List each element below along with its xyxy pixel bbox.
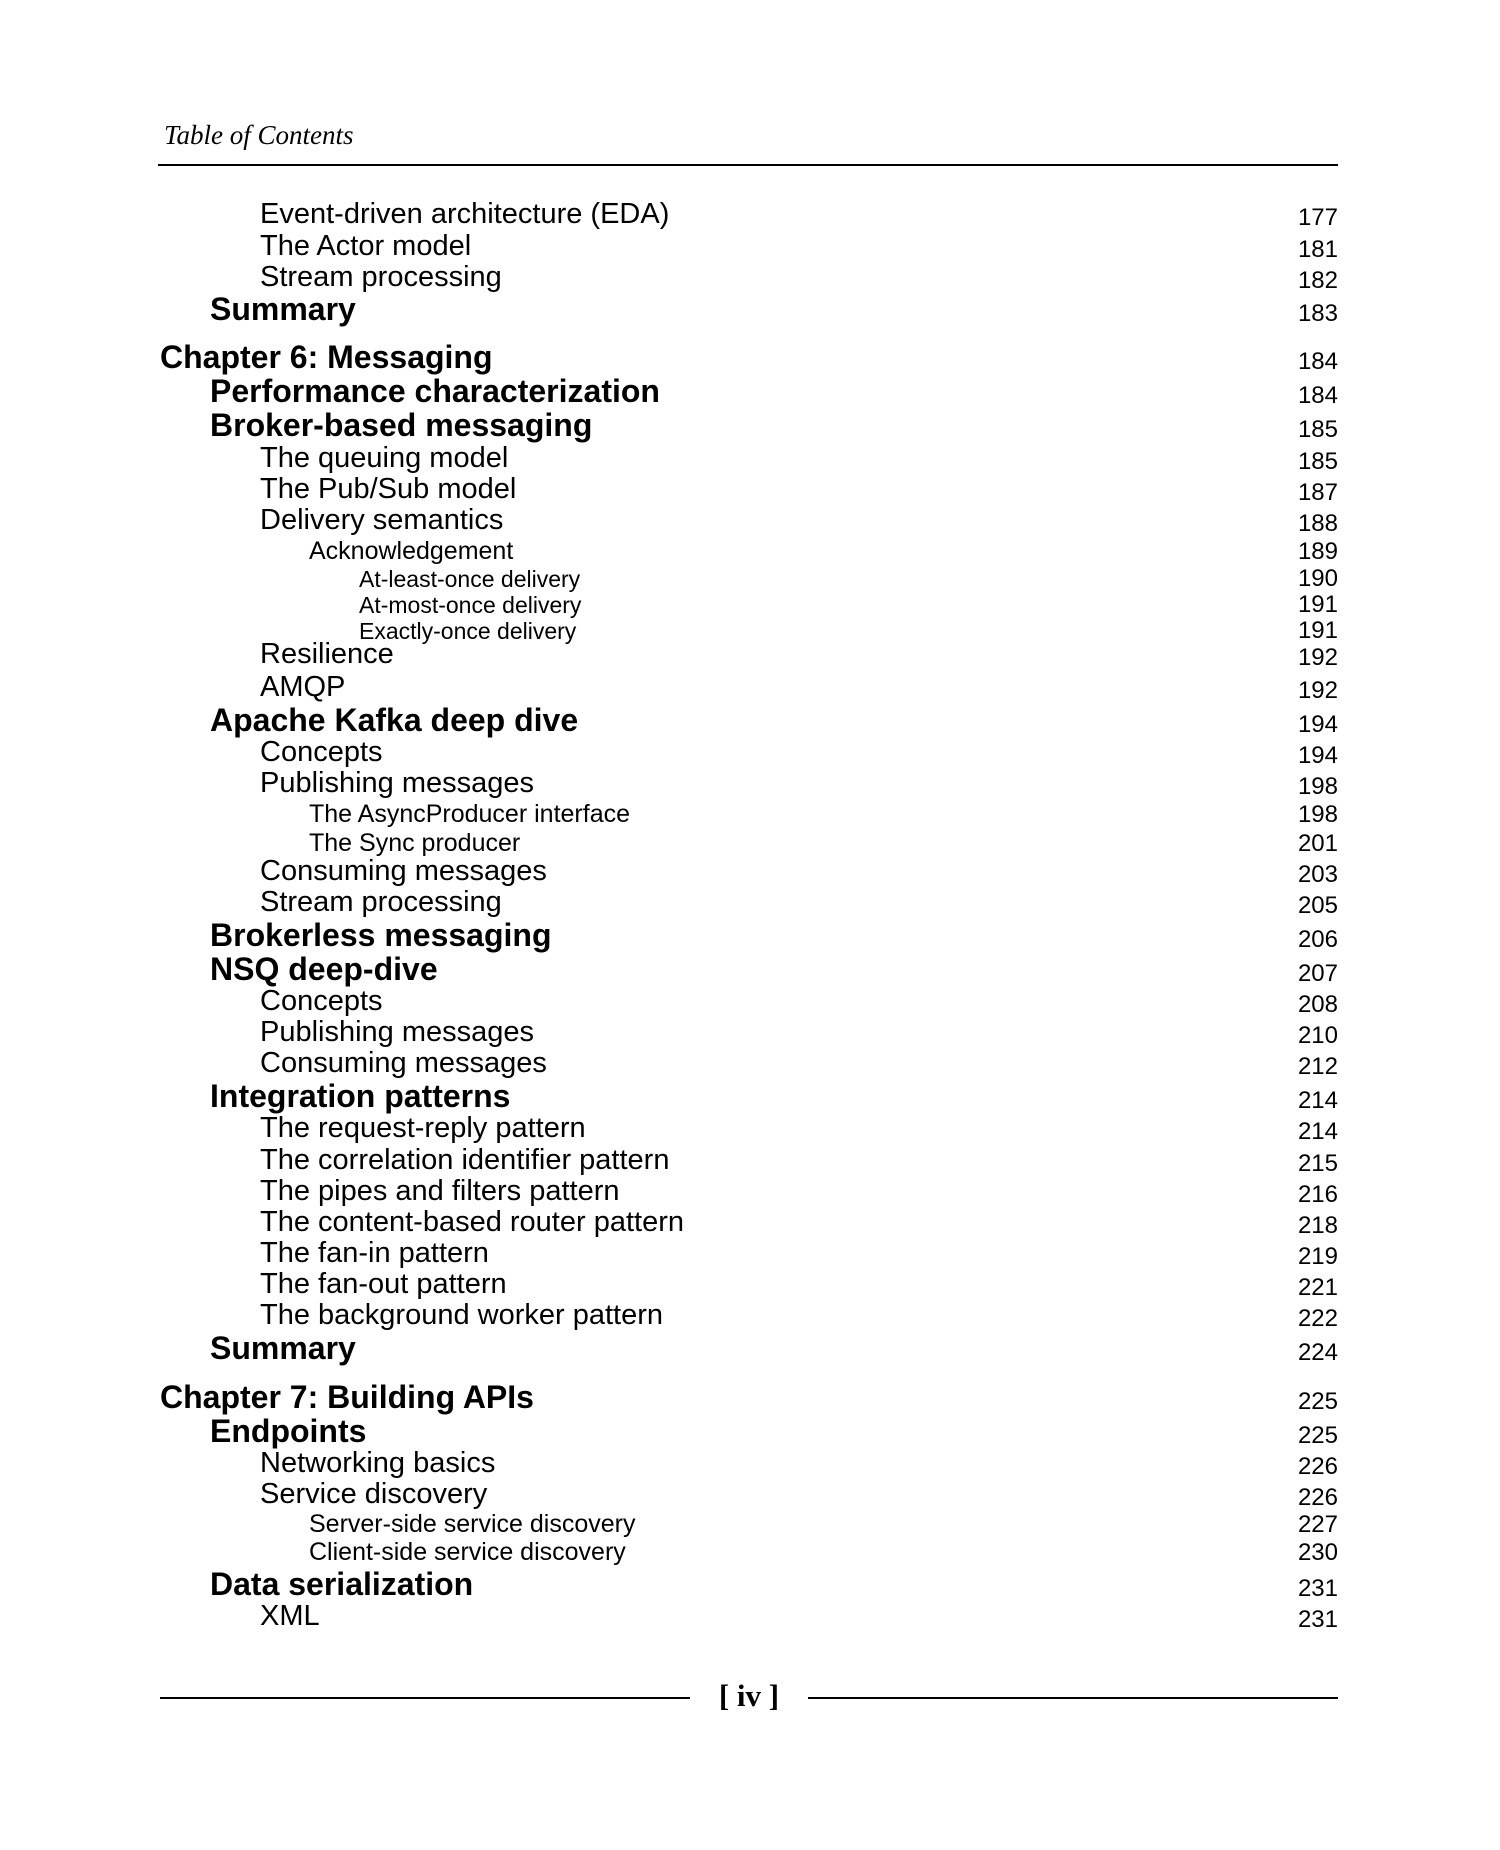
toc-entry[interactable] <box>160 472 1338 506</box>
toc-entry-page: 191 <box>1297 616 1338 644</box>
toc-entry-page: 225 <box>1297 1421 1338 1449</box>
toc-entry-title: XML <box>260 1600 320 1633</box>
toc-entry-title: The Pub/Sub model <box>260 473 517 506</box>
toc-entry[interactable] <box>160 1532 1338 1566</box>
running-header: Table of Contents <box>164 120 354 150</box>
page-number: [ iv ] <box>718 1678 780 1713</box>
toc-entry-title: Summary <box>210 290 356 327</box>
toc-entry-title: Delivery semantics <box>260 504 504 537</box>
footer-rule-right <box>808 1697 1338 1699</box>
toc-entry[interactable] <box>160 1329 1338 1366</box>
toc-entry-page: 218 <box>1297 1211 1338 1239</box>
toc-entry-title: Stream processing <box>260 261 502 294</box>
toc-entry[interactable] <box>160 1015 1338 1049</box>
toc-entry[interactable] <box>160 701 1338 738</box>
toc-entry-page: 212 <box>1297 1052 1338 1080</box>
toc-entry-page: 194 <box>1297 710 1338 738</box>
toc-entry-title: The fan-in pattern <box>260 1237 489 1270</box>
toc-entry-title: The request-reply pattern <box>260 1112 586 1145</box>
toc-entry[interactable] <box>160 1565 1338 1602</box>
toc-entry-page: 207 <box>1297 959 1338 987</box>
toc-entry-page: 194 <box>1297 741 1338 769</box>
toc-entry[interactable] <box>160 1077 1338 1114</box>
toc-entry[interactable] <box>160 338 1338 375</box>
toc-entry-title: Performance characterization <box>210 372 660 409</box>
toc-entry-page: 216 <box>1297 1180 1338 1208</box>
toc-entry-page: 184 <box>1297 381 1338 409</box>
toc-entry-title: The fan-out pattern <box>260 1268 507 1301</box>
toc-entry-page: 230 <box>1297 1538 1338 1566</box>
toc-entry[interactable] <box>160 637 1338 671</box>
toc-entry-title: Integration patterns <box>210 1077 511 1114</box>
toc-entry-title: The correlation identifier pattern <box>260 1144 670 1177</box>
toc-entry-page: 187 <box>1297 478 1338 506</box>
toc-entry-page: 198 <box>1297 772 1338 800</box>
toc-entry-page: 205 <box>1297 891 1338 919</box>
toc-entry-page: 185 <box>1297 447 1338 475</box>
toc-entry-title: At-least-once delivery <box>359 565 581 592</box>
toc-entry[interactable] <box>160 1143 1338 1177</box>
toc-entry-page: 182 <box>1297 266 1338 294</box>
toc-entry-page: 226 <box>1297 1483 1338 1511</box>
toc-entry-title: Networking basics <box>260 1447 496 1480</box>
toc-entry[interactable] <box>160 372 1338 409</box>
toc-entry-title: Broker-based messaging <box>210 406 593 443</box>
toc-entry[interactable] <box>160 1111 1338 1145</box>
toc-entry-page: 188 <box>1297 509 1338 537</box>
toc-entry-page: 227 <box>1297 1510 1338 1538</box>
toc-entry-title: Resilience <box>260 638 394 671</box>
toc-entry-title: The Actor model <box>260 230 472 263</box>
header-rule <box>158 164 1338 166</box>
toc-entry-title: The background worker pattern <box>260 1299 663 1332</box>
toc-entry-page: 208 <box>1297 990 1338 1018</box>
toc-entry-title: Client-side service discovery <box>309 1537 626 1566</box>
toc-entry-page: 214 <box>1297 1117 1338 1145</box>
toc-entry[interactable] <box>160 854 1338 888</box>
toc-entry[interactable] <box>160 823 1338 857</box>
toc-entry-title: At-most-once delivery <box>359 591 582 618</box>
toc-entry-title: Server-side service discovery <box>309 1509 636 1538</box>
toc-entry-title: Apache Kafka deep dive <box>210 701 579 738</box>
toc-entry-title: Endpoints <box>210 1412 367 1449</box>
toc-entry[interactable] <box>160 1378 1338 1415</box>
toc-entry-page: 222 <box>1297 1304 1338 1332</box>
toc-entry-page: 177 <box>1297 203 1338 231</box>
toc-entry-page: 231 <box>1297 1605 1338 1633</box>
toc-entry[interactable] <box>160 290 1338 327</box>
toc-entry-page: 181 <box>1297 235 1338 263</box>
toc-entry[interactable] <box>160 1236 1338 1270</box>
toc-entry-title: Publishing messages <box>260 1016 535 1049</box>
toc-entry[interactable] <box>160 406 1338 443</box>
toc-entry[interactable] <box>160 1446 1338 1480</box>
toc-entry-title: AMQP <box>260 671 346 704</box>
toc-entry-page: 191 <box>1297 590 1338 618</box>
toc-entry-page: 224 <box>1297 1338 1338 1366</box>
toc-entry-page: 184 <box>1297 347 1338 375</box>
toc-entry-title: Summary <box>210 1329 356 1366</box>
toc-entry-title: Chapter 7: Building APIs <box>160 1378 534 1415</box>
toc-entry[interactable] <box>160 441 1338 475</box>
toc-entry-title: Data serialization <box>210 1565 474 1602</box>
toc-entry-title: NSQ deep-dive <box>210 950 438 987</box>
toc-entry-page: 225 <box>1297 1387 1338 1415</box>
toc-entry-page: 221 <box>1297 1273 1338 1301</box>
toc-entry-title: Concepts <box>260 985 383 1018</box>
toc-entry-title: Brokerless messaging <box>210 916 552 953</box>
toc-entry-page: 183 <box>1297 299 1338 327</box>
toc-entry[interactable] <box>160 1267 1338 1301</box>
toc-entry-title: The queuing model <box>260 442 509 475</box>
toc-entry[interactable] <box>160 916 1338 953</box>
toc-entry-page: 219 <box>1297 1242 1338 1270</box>
toc-entry-page: 231 <box>1297 1574 1338 1602</box>
toc-entry-page: 189 <box>1297 537 1338 565</box>
toc-entry-page: 190 <box>1297 564 1338 592</box>
toc-entry[interactable] <box>160 1174 1338 1208</box>
toc-entry-page: 226 <box>1297 1452 1338 1480</box>
toc-entry-title: Service discovery <box>260 1478 488 1511</box>
toc-entry-page: 192 <box>1297 676 1338 704</box>
toc-entry-page: 215 <box>1297 1149 1338 1177</box>
toc-entry-page: 203 <box>1297 860 1338 888</box>
toc-entry-title: The Sync producer <box>309 828 521 857</box>
toc-entry[interactable] <box>160 197 1338 231</box>
toc-entry[interactable] <box>160 1298 1338 1332</box>
footer-rule-left <box>160 1697 690 1699</box>
toc-entry[interactable] <box>160 735 1338 769</box>
toc-entry-title: Consuming messages <box>260 1047 547 1080</box>
toc-entry-page: 192 <box>1297 643 1338 671</box>
toc-entry-page: 198 <box>1297 800 1338 828</box>
toc-entry-title: Concepts <box>260 736 383 769</box>
toc-entry[interactable] <box>160 885 1338 919</box>
toc-entry-page: 201 <box>1297 829 1338 857</box>
toc-entry-page: 206 <box>1297 925 1338 953</box>
toc-entry[interactable] <box>160 1046 1338 1080</box>
toc-entry[interactable] <box>160 670 1338 704</box>
toc-entry[interactable] <box>160 229 1338 263</box>
toc-entry[interactable] <box>160 1599 1338 1633</box>
toc-entry-title: Stream processing <box>260 886 502 919</box>
toc-entry-page: 210 <box>1297 1021 1338 1049</box>
toc-entry-page: 214 <box>1297 1086 1338 1114</box>
toc-entry-title: Exactly-once delivery <box>359 617 577 644</box>
toc-entry[interactable] <box>160 260 1338 294</box>
toc-entry-title: Chapter 6: Messaging <box>160 338 493 375</box>
toc-entry-title: Event-driven architecture (EDA) <box>260 198 670 231</box>
toc-entry-title: The pipes and filters pattern <box>260 1175 620 1208</box>
toc-entry-title: Acknowledgement <box>309 536 514 565</box>
toc-entry-page: 185 <box>1297 415 1338 443</box>
toc-entry[interactable] <box>160 984 1338 1018</box>
toc-entry-title: Consuming messages <box>260 855 547 888</box>
toc-entry-title: Publishing messages <box>260 767 535 800</box>
toc-entry[interactable] <box>160 950 1338 987</box>
toc-entry[interactable] <box>160 1412 1338 1449</box>
toc-entry-title: The content-based router pattern <box>260 1206 684 1239</box>
toc-entry[interactable] <box>160 1205 1338 1239</box>
toc-entry-title: The AsyncProducer interface <box>309 799 630 828</box>
